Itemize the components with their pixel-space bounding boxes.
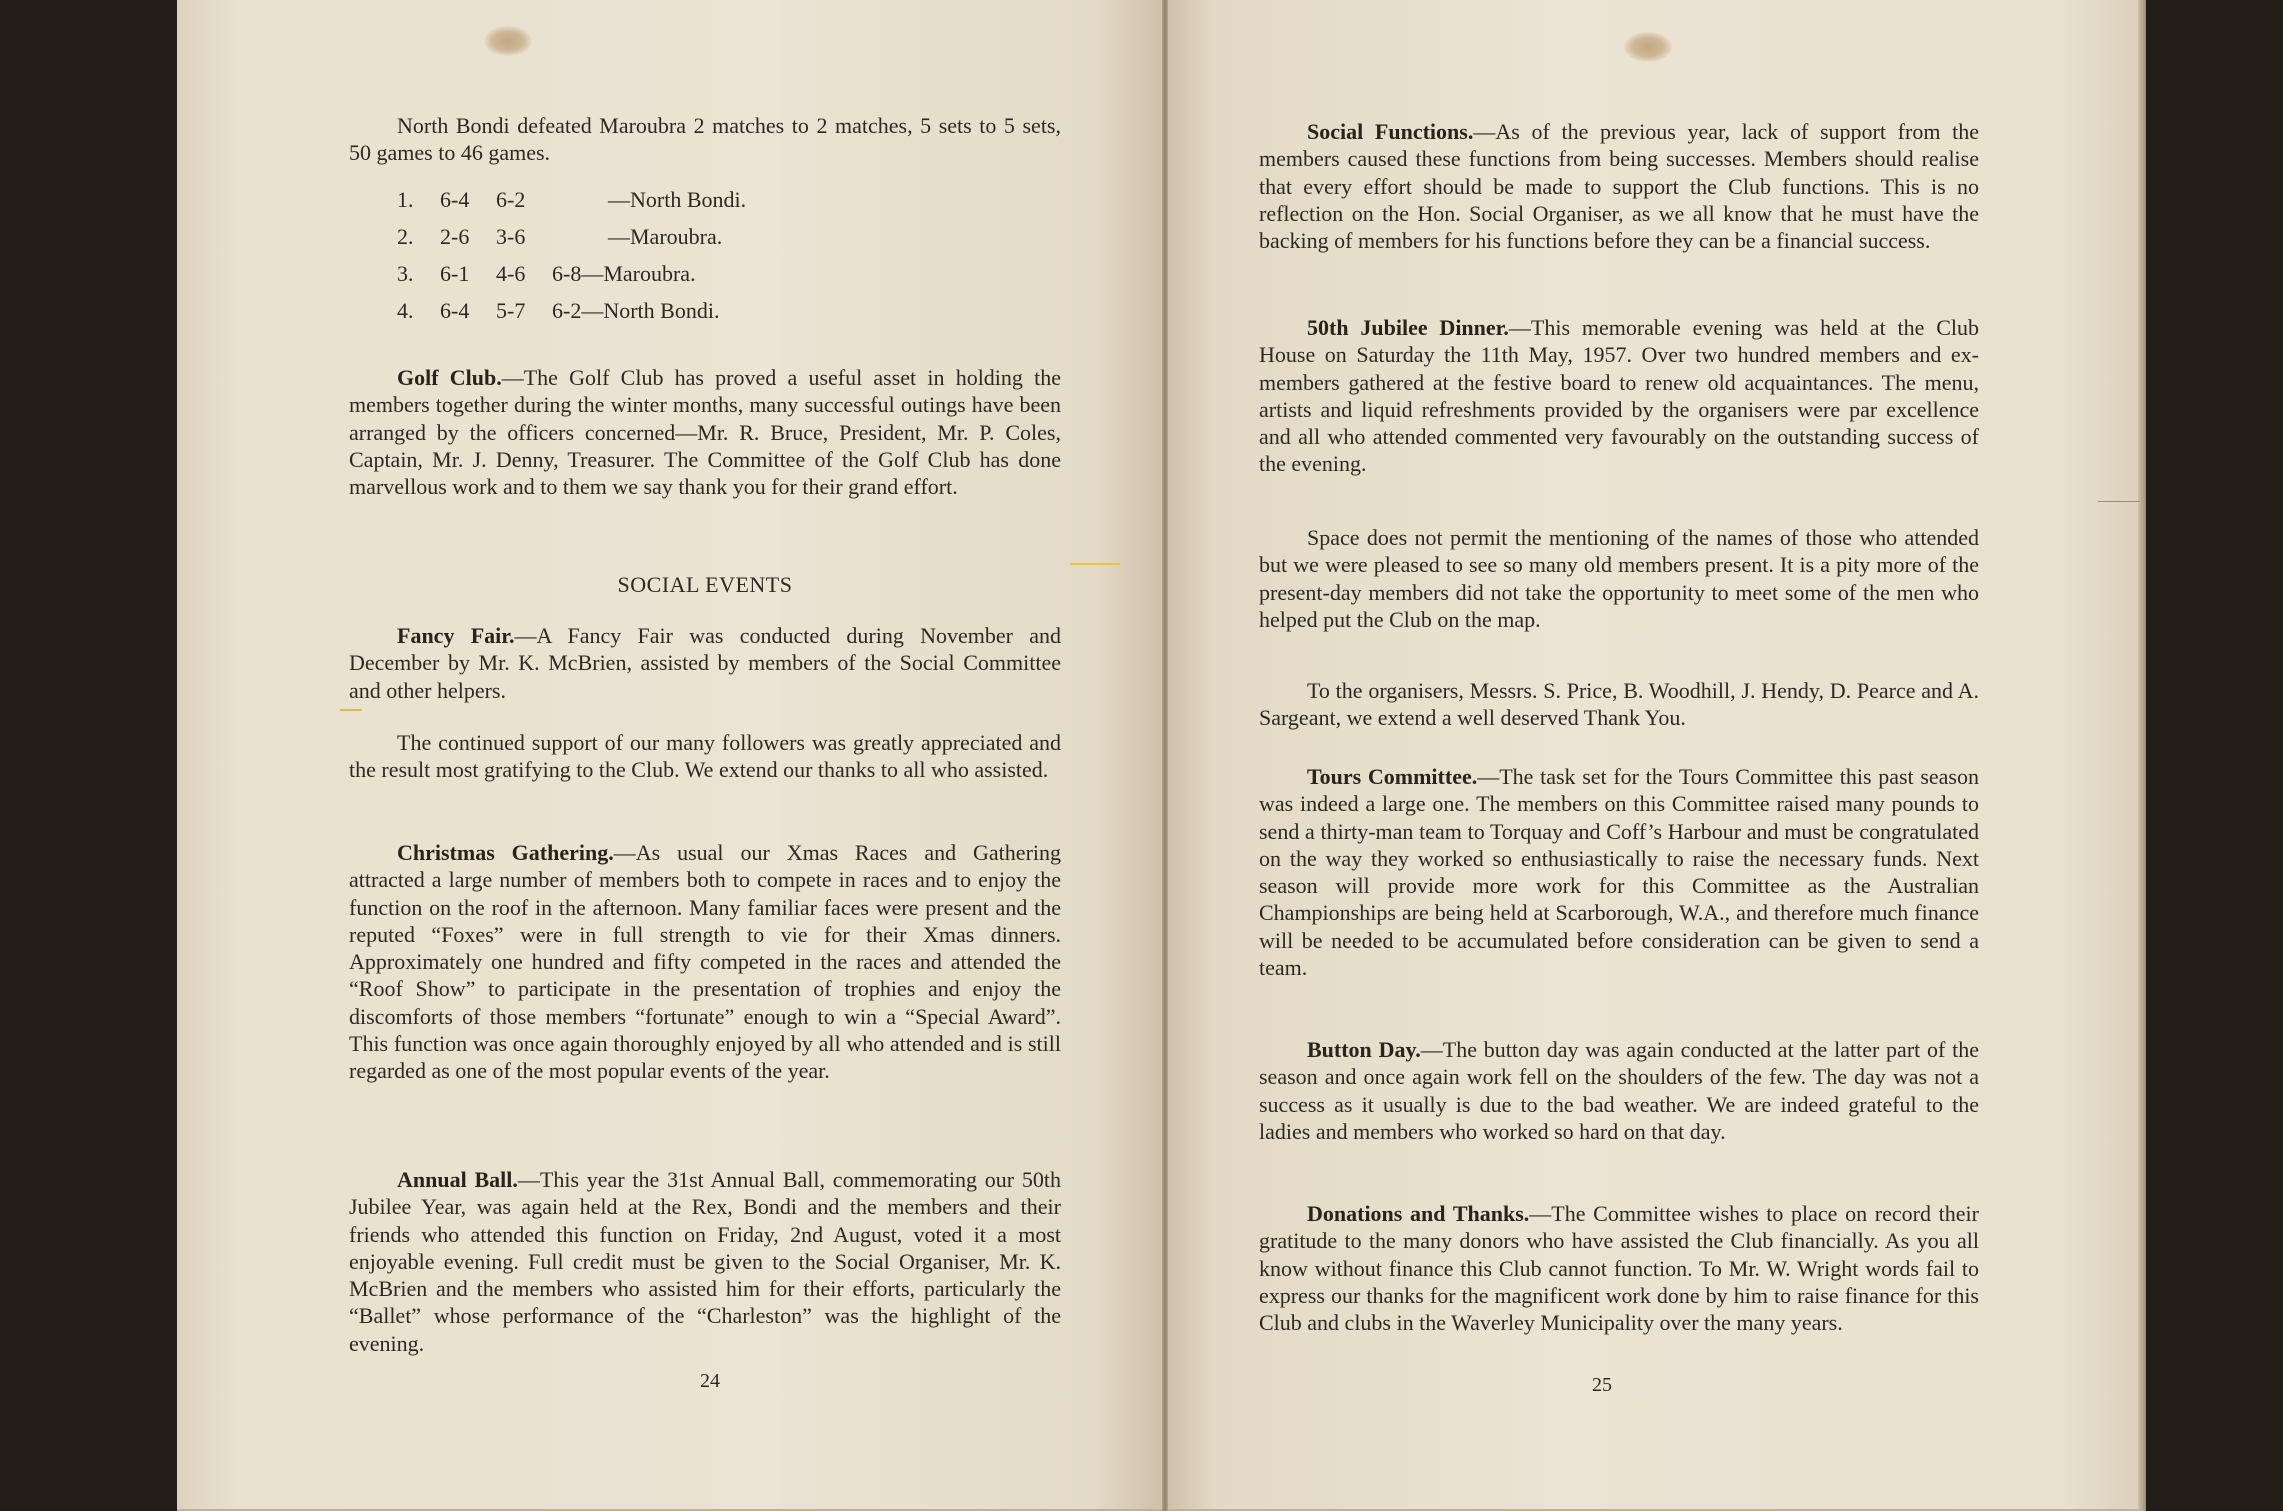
golf-club-paragraph: [349, 364, 1061, 500]
result-set: 5-7: [496, 298, 526, 323]
fancy-fair-text: —A Fancy Fair was conducted during November and December by Mr. K. McBrien, assisted by members of the Social Committee and other helpers.: [349, 623, 1061, 703]
result-set: 2-6: [440, 224, 470, 249]
result-winner: —North Bondi.: [608, 187, 747, 212]
result-row: [397, 255, 1061, 292]
result-number: 3.: [397, 261, 414, 286]
golf-club-heading: Golf Club.: [397, 365, 502, 390]
result-row: [397, 218, 1061, 255]
button-day-paragraph: [1259, 1036, 1979, 1145]
jubilee-dinner-paragraph: [1259, 314, 1979, 478]
annual-ball-paragraph: [349, 1166, 1061, 1357]
result-set: 6-2: [552, 298, 582, 323]
result-winner: —North Bondi.: [581, 298, 720, 323]
result-number: 2.: [397, 224, 414, 249]
attendance-paragraph: Space does not permit the mentioning of the names of those who attended but we were pleased to see so many old members present. It is a pity more of the present-day members did not take the opportunity to meet some of the men who helped put the Club on the map.: [1259, 525, 1979, 632]
donations-heading: Donations and Thanks.: [1307, 1201, 1530, 1226]
organisers-paragraph: To the organisers, Messrs. S. Price, B. Woodhill, J. Hendy, D. Pearce and A. Sargeant, we extend a well deserved Thank You.: [1259, 678, 1979, 731]
result-row: [397, 292, 1061, 329]
tours-committee-text: —The task set for the Tours Committee this past season was indeed a large one. The members on this Committee raised many pounds to send a thirty-man team to Torquay and Coff’s Harbour and must be congratulated on the way they worked so enthusiastically to raise the necessary funds. Next season will provide more work for this Committee as the Australian Championships are being held at Scarborough, W.A., and therefore much finance will be needed to be accumulated before consideration can be given to send a team.: [1259, 764, 1979, 981]
highlight-mark: [1070, 563, 1120, 565]
christmas-gathering-paragraph: [349, 839, 1061, 1085]
social-functions-text: —As of the previous year, lack of support from the members caused these functions from being successes. Members should realise that every effort should be made to support the Club functions. This is no reflection on the Hon. Social Organiser, as we all know that he must have the backing of members for his functions before they can be a financial success.: [1259, 119, 1979, 254]
button-day-heading: Button Day.: [1307, 1037, 1421, 1062]
jubilee-dinner-heading: 50th Jubilee Dinner.: [1307, 315, 1509, 340]
support-paragraph: The continued support of our many followers was greatly appreciated and the result most gratifying to the Club. We extend our thanks to all who assisted.: [349, 730, 1061, 783]
jubilee-dinner-text: —This memorable evening was held at the Club House on Saturday the 11th May, 1957. Over two hundred members and ex-members gathered at the festive board to renew old acquaintances. The menu, artists and liquid refreshments provided by the organisers were par excellence and all who attended commented very favourably on the outstanding success of the evening.: [1259, 315, 1979, 477]
fancy-fair-heading: Fancy Fair.: [397, 623, 515, 648]
page-number-right: 25: [1592, 1374, 1612, 1396]
result-set: 6-4: [440, 298, 470, 323]
social-functions-paragraph: [1259, 118, 1979, 254]
result-number: 4.: [397, 298, 414, 323]
tours-committee-paragraph: [1259, 763, 1979, 981]
page-edge: [2138, 0, 2146, 1511]
result-number: 1.: [397, 187, 414, 212]
christmas-gathering-heading: Christmas Gathering.: [397, 840, 614, 865]
book-gutter: [1162, 0, 1168, 1511]
highlight-mark: [340, 709, 362, 711]
result-set: 6-8: [552, 261, 582, 286]
social-events-heading: SOCIAL EVENTS: [617, 572, 793, 597]
fancy-fair-paragraph: [349, 622, 1061, 704]
annual-ball-heading: Annual Ball.: [397, 1167, 518, 1192]
button-day-text: —The button day was again conducted at the latter part of the season and once again work fell on the shoulders of the few. The day was not a success as it usually is due to the bad weather. We are indeed grateful to the ladies and members who worked so hard on that day.: [1259, 1037, 1979, 1144]
result-set: 3-6: [496, 224, 526, 249]
result-set: [552, 218, 608, 255]
result-set: 6-2: [496, 187, 526, 212]
result-row: [397, 181, 1061, 218]
result-set: [552, 181, 608, 218]
result-set: 4-6: [496, 261, 526, 286]
christmas-gathering-text: —As usual our Xmas Races and Gathering attracted a large number of members both to compete in races and to enjoy the function on the roof in the afternoon. Many familiar faces were present and the reputed “Foxes” were in full strength to vie for their Xmas dinners. Approximately one hundred and fifty competed in the races and attended the “Roof Show” to participate in the presentation of trophies and enjoy the discomforts of those members “fortunate” enough to win a “Special Award”. This function was once again thoroughly enjoyed by all who attended and is still regarded as one of the most popular events of the year.: [349, 840, 1062, 1084]
paper-stain: [1624, 32, 1672, 62]
result-set: 6-4: [440, 187, 470, 212]
donations-paragraph: [1259, 1200, 1979, 1336]
result-winner: —Maroubra.: [608, 224, 723, 249]
golf-club-text: —The Golf Club has proved a useful asset in holding the members together during the winter months, many successful outings have been arranged by the officers concerned—Mr. R. Bruce, President, Mr. P. Coles, Captain, Mr. J. Denny, Treasurer. The Committee of the Golf Club has done marvellous work and to them we say thank you for their grand effort.: [349, 365, 1061, 500]
match-results: [349, 181, 1061, 329]
match-summary: North Bondi defeated Maroubra 2 matches to 2 matches, 5 sets to 5 sets, 50 games to 46 games.: [349, 113, 1061, 166]
social-functions-heading: Social Functions.: [1307, 119, 1474, 144]
result-winner: —Maroubra.: [581, 261, 696, 286]
result-set: 6-1: [440, 261, 470, 286]
edge-mark: [2098, 501, 2140, 502]
paper-stain: [484, 26, 532, 56]
donations-text: —The Committee wishes to place on record their gratitude to the many donors who have assisted the Club financially. As you all know without finance this Club cannot function. To Mr. W. Wright words fail to express our thanks for the magnificent work done by him to raise finance for this Club and clubs in the Waverley Municipality over the many years.: [1259, 1201, 1979, 1336]
tours-committee-heading: Tours Committee.: [1307, 764, 1478, 789]
page-number-left: 24: [700, 1370, 720, 1392]
annual-ball-text: —This year the 31st Annual Ball, commemorating our 50th Jubilee Year, was again held at the Rex, Bondi and the members and their friends who attended this function on Friday, 2nd August, voted it a most enjoyable evening. Full credit must be given to the Social Organiser, Mr. K. McBrien and the members who assisted him for their efforts, particularly the “Ballet” whose performance of the “Charleston” was the highlight of the evening.: [349, 1167, 1061, 1356]
